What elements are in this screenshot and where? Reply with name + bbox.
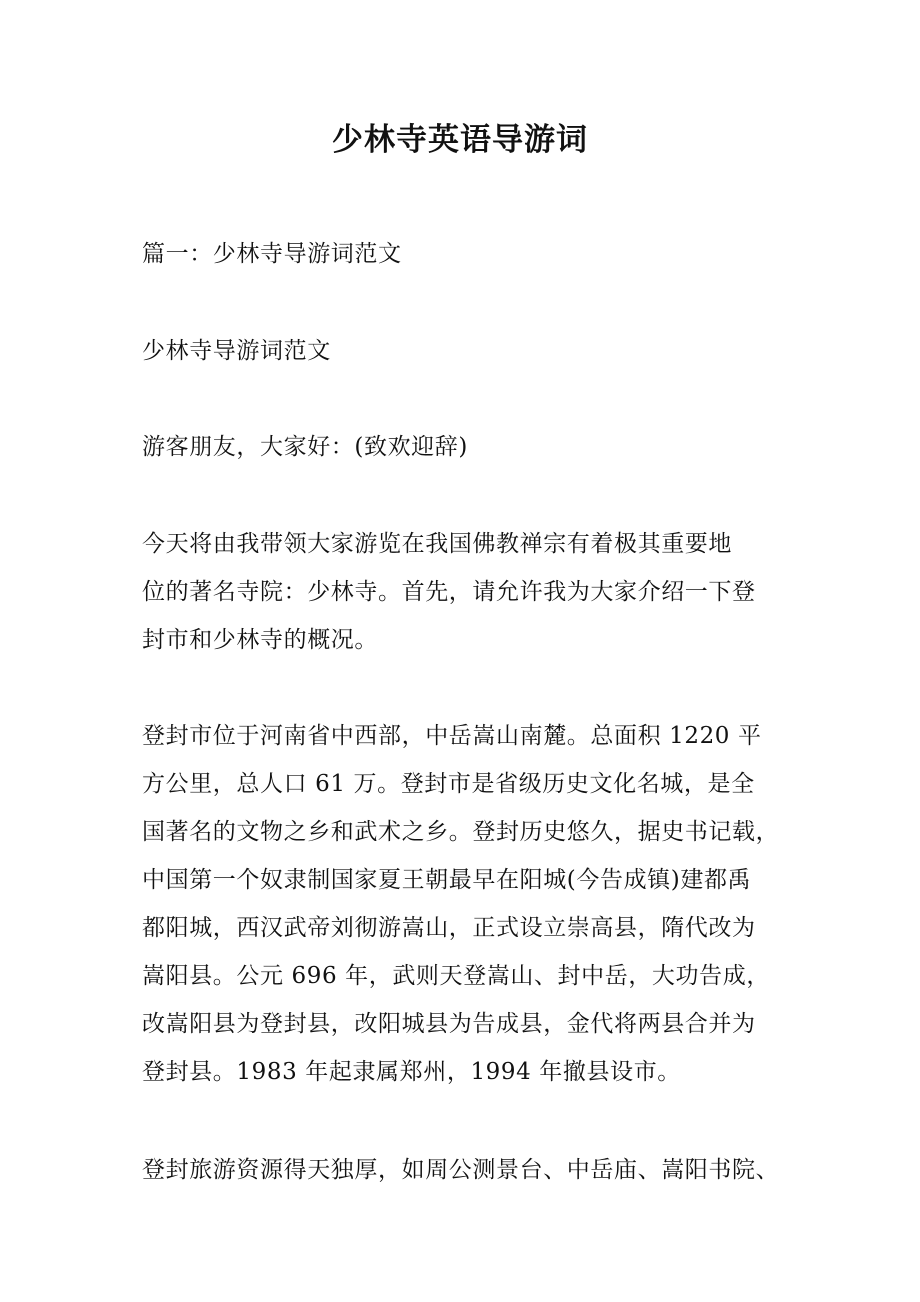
paragraph-line: 封市和少林寺的概况。 [142,627,378,653]
paragraph-line: 登封旅游资源得天独厚，如周公测景台、中岳庙、嵩阳书院、 [142,1157,780,1183]
paragraph-line: 中国第一个奴隶制国家夏王朝最早在阳城(今告成镇)建都禹 [142,867,752,893]
paragraph-line: 登封市位于河南省中西部，中岳嵩山南麓。总面积 1220 平 [142,723,762,749]
subheading-text: 少林寺导游词范文 [142,338,331,364]
paragraph-line: 方公里，总人口 61 万。登封市是省级历史文化名城，是全 [142,771,755,797]
paragraph-line: 登封县。1983 年起隶属郑州，1994 年撤县设市。 [142,1059,681,1085]
section-heading [142,230,782,278]
paragraph-dengfeng-history [142,712,782,1096]
section-heading-text: 篇一：少林寺导游词范文 [142,241,402,267]
greeting-text: 游客朋友，大家好：(致欢迎辞) [142,434,468,460]
paragraph-line: 改嵩阳县为登封县，改阳城县为告成县，金代将两县合并为 [142,1011,756,1037]
paragraph-line: 嵩阳县。公元 696 年，武则天登嵩山、封中岳，大功告成， [142,963,770,989]
paragraph-tourism [142,1146,782,1194]
paragraph-line: 位的著名寺院：少林寺。首先，请允许我为大家介绍一下登 [142,579,756,605]
paragraph-line: 国著名的文物之乡和武术之乡。登封历史悠久，据史书记载， [142,819,780,845]
paragraph-line: 都阳城，西汉武帝刘彻游嵩山，正式设立崇高县，隋代改为 [142,915,756,941]
greeting [142,423,782,471]
paragraph-line: 今天将由我带领大家游览在我国佛教禅宗有着极其重要地 [142,531,732,557]
paragraph-intro [142,520,782,664]
subheading [142,327,782,375]
document-title: 少林寺英语导游词 [332,122,588,158]
